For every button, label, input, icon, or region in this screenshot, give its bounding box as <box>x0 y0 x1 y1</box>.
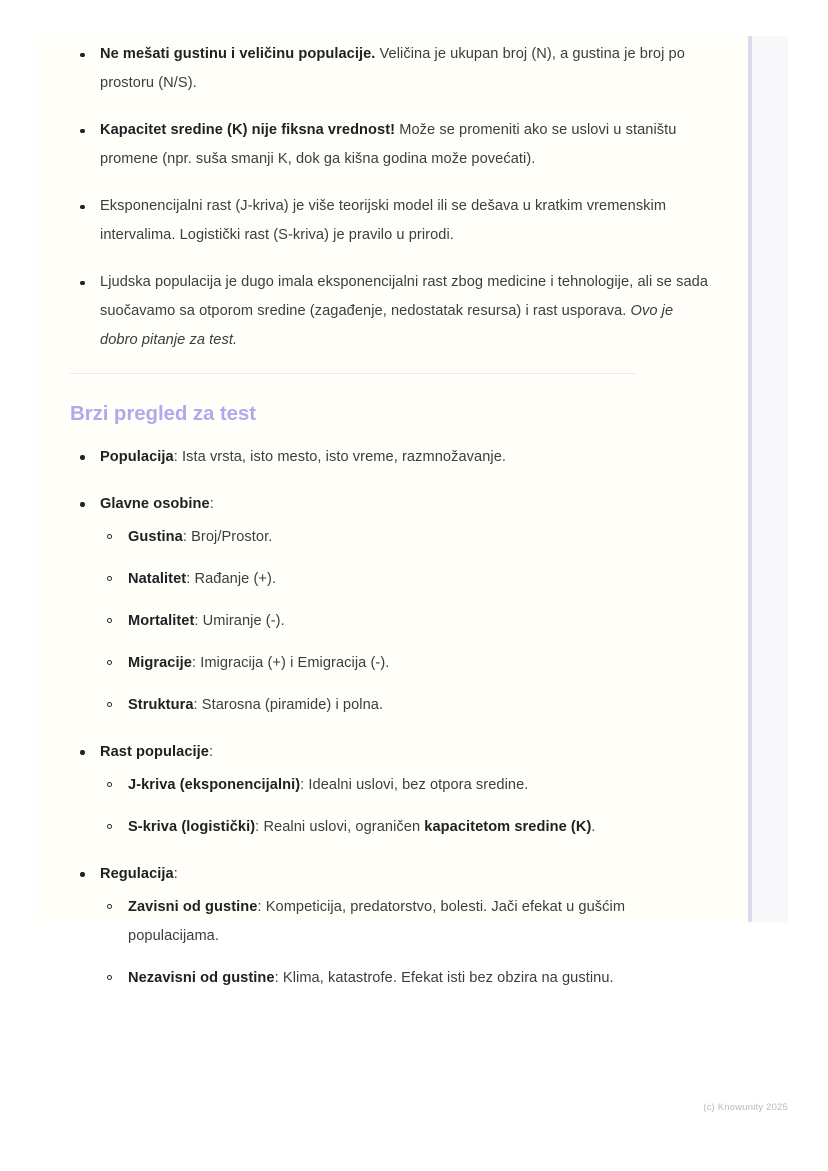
term-separator: : <box>209 495 214 512</box>
list-item <box>70 443 710 472</box>
term-bold-tail: kapacitetom sredine (K) <box>424 818 592 835</box>
list-item <box>70 268 710 355</box>
document-card <box>37 36 788 986</box>
sub-list-item <box>100 893 710 951</box>
term-label: Natalitet <box>128 570 187 587</box>
term-label: Mortalitet <box>128 612 195 629</box>
term-label: S-kriva (logistički) <box>128 818 256 835</box>
term-separator: : <box>186 570 195 587</box>
sub-list <box>100 523 710 720</box>
term-label: J-kriva (eksponencijalni) <box>128 776 301 793</box>
bullet-bold-lead: Kapacitet sredine (K) nije fiksna vrednost! <box>100 122 396 138</box>
bullet-bold-lead: Ne mešati gustinu i veličinu populacije. <box>100 46 376 62</box>
term-definition: Realni uslovi, ograničen <box>263 818 425 835</box>
term-definition: Broj/Prostor. <box>191 528 273 545</box>
list-item <box>70 40 710 98</box>
list-item <box>70 116 710 174</box>
term-separator: : <box>173 865 178 882</box>
list-item <box>70 860 710 993</box>
bullet-text: Veličina je ukupan broj (N), a gustina je broj po prostoru (N/S). <box>100 46 685 91</box>
term-label: Regulacija <box>100 865 174 882</box>
sub-list-item <box>100 607 710 636</box>
term-separator: : <box>182 528 192 545</box>
sub-list <box>100 771 710 842</box>
term-definition: Umiranje (-). <box>202 612 285 629</box>
page-footer: (c) Knowunity 2025 <box>703 1102 788 1113</box>
document-content <box>70 36 710 1011</box>
summary-list <box>70 443 710 993</box>
bullet-text: Ljudska populacija je dugo imala eksponencijalni rast zbog medicine i tehnologije, ali se sada suočavamo sa otporom sredine (zagađenje, nedostatak resursa) i rast usporava. <box>100 274 709 319</box>
bullet-text: Može se promeniti ako se uslovi u staništu promene (npr. suša smanji K, dok ga kišna godina može povećati). <box>100 122 677 167</box>
sub-list-item <box>100 565 710 594</box>
term-separator: : <box>257 898 266 915</box>
term-definition: Starosna (piramide) i polna. <box>201 696 384 713</box>
term-label: Nezavisni od gustine <box>128 969 275 986</box>
term-label: Populacija <box>100 448 174 465</box>
term-label: Glavne osobine <box>100 495 210 512</box>
sub-list <box>100 893 710 993</box>
term-separator: : <box>300 776 309 793</box>
sub-list-item <box>100 649 710 678</box>
top-bullet-list <box>70 40 710 355</box>
list-item <box>70 738 710 842</box>
section-heading: Brzi pregled za test <box>70 402 256 425</box>
bullet-italic-tail: Ovo je dobro pitanje za test. <box>100 303 674 348</box>
term-label: Struktura <box>128 696 194 713</box>
right-accent-bar <box>748 36 752 922</box>
sub-list-item <box>100 813 710 842</box>
sub-list-item <box>100 691 710 720</box>
bullet-text: Eksponencijalni rast (J-kriva) je više teorijski model ili se dešava u kratkim vremenskim intervalima. Logistički rast (S-kriva) je pravilo u prirodi. <box>100 198 667 243</box>
list-item <box>70 490 710 720</box>
list-item <box>70 192 710 250</box>
sub-list-item <box>100 964 710 993</box>
term-definition: Imigracija (+) i Emigracija (-). <box>200 654 390 671</box>
term-label: Rast populacije <box>100 743 209 760</box>
term-tail-after: . <box>591 818 596 835</box>
term-definition: Idealni uslovi, bez otpora sredine. <box>308 776 529 793</box>
term-definition: Rađanje (+). <box>194 570 277 587</box>
right-side-panel <box>748 36 788 922</box>
sub-list-item <box>100 523 710 552</box>
term-label: Zavisni od gustine <box>128 898 258 915</box>
term-separator: : <box>191 654 201 671</box>
term-definition: Klima, katastrofe. Efekat isti bez obzira na gustinu. <box>282 969 614 986</box>
term-separator: : <box>255 818 264 835</box>
term-definition: Ista vrsta, isto mesto, isto vreme, razmnožavanje. <box>182 448 507 465</box>
term-separator: : <box>193 696 202 713</box>
term-label: Gustina <box>128 528 183 545</box>
term-label: Migracije <box>128 654 192 671</box>
term-separator: : <box>208 743 214 760</box>
term-definition: Kompeticija, predatorstvo, bolesti. Jači efekat u gušćim populacijama. <box>128 898 626 944</box>
term-separator: : <box>194 612 203 629</box>
section-divider <box>70 373 636 374</box>
term-separator: : <box>274 969 283 986</box>
term-separator: : <box>173 448 182 465</box>
sub-list-item <box>100 771 710 800</box>
